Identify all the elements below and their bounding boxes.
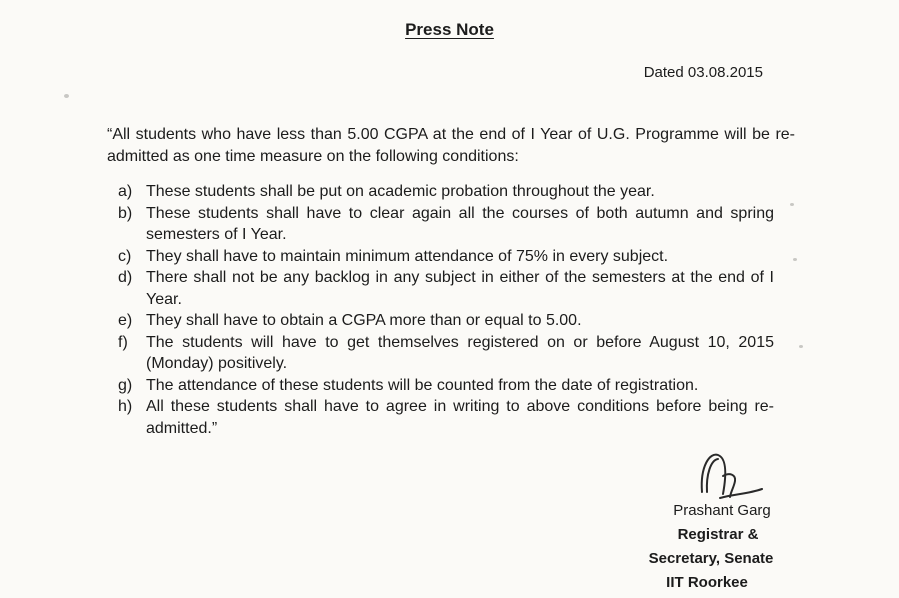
list-item-text: These students shall have to clear again all the courses of both autumn and spring semesters of I Year. — [146, 204, 774, 243]
signatory-designation-line: Secretary, Senate — [648, 550, 774, 567]
intro-paragraph: “All students who have less than 5.00 CGPA at the end of I Year of U.G. Programme will be re-admitted as one time measure on the following conditions: — [107, 126, 795, 165]
signatory-designation-line: IIT Roorkee — [666, 574, 748, 591]
list-item-label: b) — [118, 204, 133, 222]
list-item-label: e) — [118, 312, 133, 329]
list-item-label: f) — [118, 333, 128, 351]
list-item-label: a) — [118, 183, 133, 200]
signature-scribble — [690, 448, 768, 500]
date-line: Dated 03.08.2015 — [643, 64, 763, 81]
list-item-text: These students shall be put on academic probation throughout the year. — [146, 183, 655, 200]
list-item-text: The students will have to get themselves registered on or before August 10, 2015 (Monday) positively. — [146, 333, 774, 372]
list-item-label: c) — [118, 247, 132, 265]
signatory-designation-line: Registrar & — [677, 526, 759, 543]
conditions-list — [118, 181, 774, 439]
scan-artifact — [64, 94, 69, 98]
list-item-label: g) — [118, 376, 133, 394]
list-item — [118, 267, 774, 310]
scan-artifact — [793, 258, 797, 261]
list-item — [118, 246, 774, 268]
signatory-name: Prashant Garg — [673, 502, 771, 519]
list-item-text: All these students shall have to agree in writing to above conditions before being re-admitted.” — [146, 398, 774, 437]
list-item-text: They shall have to maintain minimum attendance of 75% in every subject. — [146, 247, 669, 265]
list-item — [118, 396, 774, 439]
list-item — [118, 375, 774, 397]
document-title-text: Press Note — [405, 20, 494, 39]
list-item — [118, 203, 774, 246]
list-item — [118, 332, 774, 375]
list-item — [118, 181, 774, 203]
list-item-text: There shall not be any backlog in any subject in either of the semesters at the end of I Year. — [146, 269, 774, 308]
list-item-text: They shall have to obtain a CGPA more than or equal to 5.00. — [146, 312, 582, 329]
document-title — [0, 20, 899, 40]
list-item — [118, 310, 774, 332]
list-item-label: d) — [118, 269, 133, 286]
signature-block — [612, 448, 802, 591]
list-item-text: The attendance of these students will be counted from the date of registration. — [146, 376, 699, 394]
scan-artifact — [799, 345, 803, 348]
list-item-label: h) — [118, 398, 133, 415]
scan-artifact — [790, 203, 794, 206]
